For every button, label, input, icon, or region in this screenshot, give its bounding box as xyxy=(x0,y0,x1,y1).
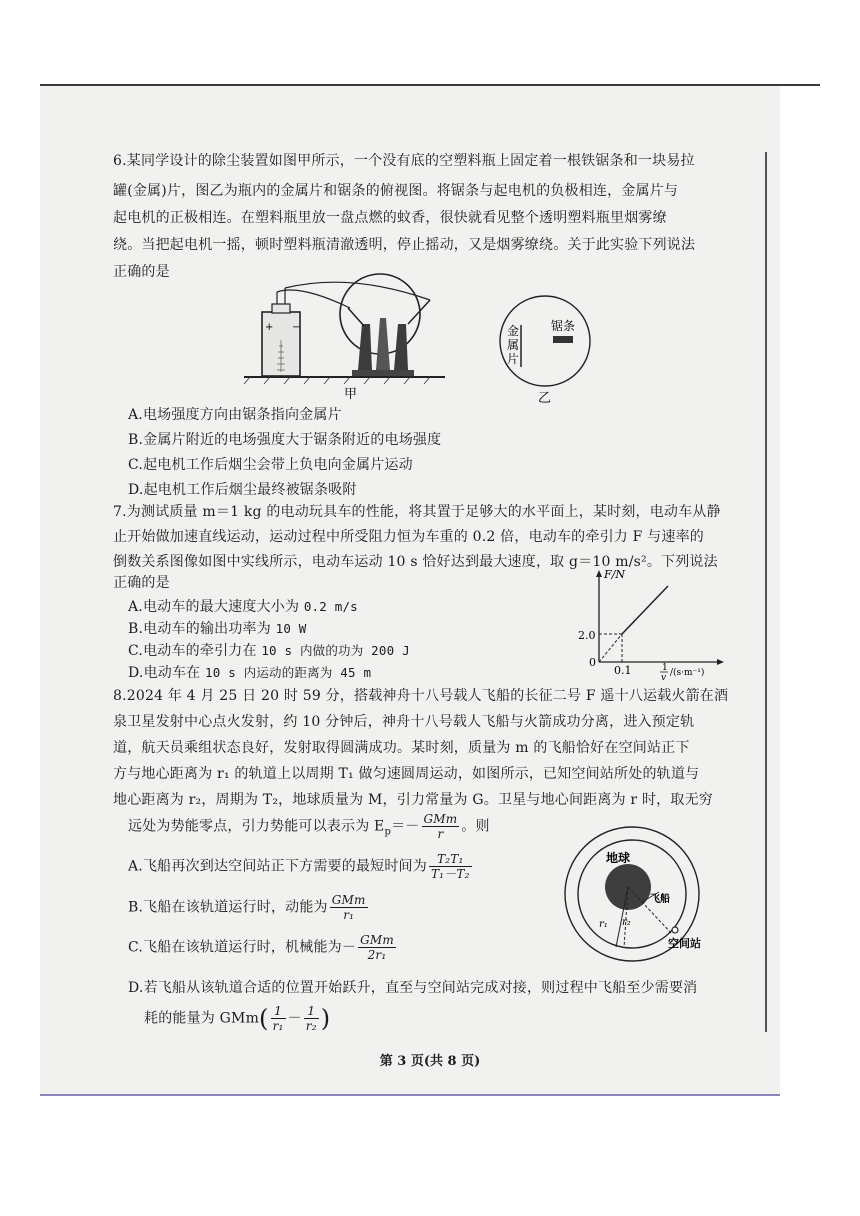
figure-jia xyxy=(240,272,450,402)
q8-option-d-line-2 xyxy=(144,1004,330,1033)
q8-option-c-fraction xyxy=(358,933,396,962)
q8-line-6-suffix: 。则 xyxy=(461,818,490,835)
ship-label: 飞船 xyxy=(650,894,670,905)
q8-option-c-denominator: 2r₁ xyxy=(367,948,387,962)
q7-option-c-value: 10 s 内做的功为 200 J xyxy=(261,643,410,658)
q8-option-a-denominator: T₁－T₂ xyxy=(430,867,470,881)
left-paren: ( xyxy=(259,1004,269,1033)
fraction-1-denominator: r₁ xyxy=(272,1019,284,1033)
q8-option-b-numerator: GMm xyxy=(331,893,366,907)
fraction-2-denominator: r₂ xyxy=(305,1019,317,1033)
metal-sheet-label-3: 片 xyxy=(507,352,520,366)
potential-fraction xyxy=(422,812,460,841)
station-label: 空间站 xyxy=(668,937,701,950)
q7-option-c xyxy=(128,641,410,661)
q7-option-a-value: 0.2 m/s xyxy=(303,599,358,614)
q8-line-6-eq: ＝－ xyxy=(391,818,420,835)
q8-option-b-fraction xyxy=(330,893,368,922)
q8-option-d-text: 耗的能量为 GMm xyxy=(144,1010,260,1027)
saw-blade-label: 锯条 xyxy=(551,319,576,333)
q6-line-2: 罐(金属)片，图乙为瓶内的金属片和锯条的俯视图。将锯条与起电机的负极相连，金属片与 xyxy=(113,183,679,199)
fraction-1-numerator: 1 xyxy=(271,1004,286,1019)
q8-option-c xyxy=(128,933,398,962)
q7-option-a-text: A.电动车的最大速度大小为 xyxy=(128,599,304,615)
q8-option-b-denominator: r₁ xyxy=(343,908,355,922)
q8-line-4: 方与地心距离为 r₁ 的轨道上以周期 T₁ 做匀速圆周运动，如图所示，已知空间站所处的轨道与 xyxy=(113,766,700,782)
earth-label: 地球 xyxy=(606,851,631,865)
orbit-figure xyxy=(560,812,730,982)
q8-line-6-text: 远处为势能零点，引力势能可以表示为 E xyxy=(128,818,385,835)
q6-line-4: 绕。当把起电机一摇，顿时塑料瓶清澈透明，停止摇动，又是烟雾缭绕。关于此实验下列说法 xyxy=(113,237,696,253)
q7-option-a xyxy=(128,597,358,617)
q7-line-4: 正确的是 xyxy=(113,575,170,591)
q6-option-d: D.起电机工作后烟尘最终被锯条吸附 xyxy=(128,482,357,498)
potential-subscript: p xyxy=(384,826,392,838)
figure-yi xyxy=(495,295,605,407)
r2-label: r₂ xyxy=(622,917,631,928)
figure-yi-caption: 乙 xyxy=(538,391,552,406)
right-paren: ) xyxy=(320,1004,331,1033)
q6-line-3: 起电机的正极相连。在塑料瓶里放一盘点燃的蚊香，很快就看见整个透明塑料瓶里烟雾缭 xyxy=(113,210,667,226)
q8-option-d-line-1: D.若飞船从该轨道合适的位置开始跃升，直至与空间站完成对接，则过程中飞船至少需要消 xyxy=(128,980,698,996)
q6-option-c: C.起电机工作后烟尘会带上负电向金属片运动 xyxy=(128,457,413,473)
q7-line-2: 止开始做加速直线运动，运动过程中所受阻力恒为车重的 0.2 倍，电动车的牵引力 F 与速率的 xyxy=(113,529,704,545)
q7-option-b-text: B.电动车的输出功率为 xyxy=(128,621,276,637)
q6-option-a: A.电场强度方向由锯条指向金属片 xyxy=(128,407,342,423)
q7-option-b xyxy=(128,619,307,639)
q8-option-b-text: B.飞船在该轨道运行时，动能为 xyxy=(128,899,328,916)
potential-numerator: GMm xyxy=(423,812,458,826)
q7-line-3: 倒数关系图像如图中实线所示，电动车运动 10 s 恰好达到最大速度，取 g＝10 m/s²。下列说法 xyxy=(113,554,718,570)
q6-line-1: 6.某同学设计的除尘装置如图甲所示，一个没有底的空塑料瓶上固定着一根铁锯条和一块易拉 xyxy=(113,153,695,169)
q8-line-3: 道，航天员乘组状态良好，发射取得圆满成功。某时刻，质量为 m 的飞船恰好在空间站正下 xyxy=(113,740,690,756)
q7-option-c-text: C.电动车的牵引力在 xyxy=(128,643,262,659)
space-station-marker xyxy=(672,927,678,933)
x-tick-label: 0.1 xyxy=(614,664,632,677)
page-number: 第 3 页(共 8 页) xyxy=(379,1054,481,1069)
q8-line-1: 8.2024 年 4 月 25 日 20 时 59 分，搭载神舟十八号载人飞船的长征二号 F 遥十八运载火箭在酒 xyxy=(113,688,729,704)
q8-option-d-fraction-1 xyxy=(271,1004,286,1033)
q8-line-2: 泉卫星发射中心点火发射，约 10 分钟后，神舟十八号载人飞船与火箭成功分离，进入预定轨 xyxy=(113,714,695,730)
q7-option-d-value: 10 s 内运动的距离为 45 m xyxy=(205,665,372,680)
q7-line-1: 7.为测试质量 m＝1 kg 的电动玩具车的性能，将其置于足够大的水平面上，某时刻，电动车从静 xyxy=(113,504,721,520)
q6-line-5: 正确的是 xyxy=(113,264,170,280)
q6-option-b: B.金属片附近的电场强度大于锯条附近的电场强度 xyxy=(128,432,442,448)
origin-label: 0 xyxy=(589,656,596,669)
q7-option-d xyxy=(128,663,371,683)
q8-option-a-fraction xyxy=(429,852,472,881)
q8-option-d-fraction-2 xyxy=(304,1004,319,1033)
metal-sheet-label-1: 金 xyxy=(507,324,520,338)
minus-sign: − xyxy=(292,322,301,333)
plus-sign: + xyxy=(265,322,274,333)
q7-option-b-value: 10 W xyxy=(275,621,307,636)
q8-option-a-numerator: T₂T₁ xyxy=(429,852,472,867)
force-graph xyxy=(572,566,732,686)
potential-denominator: r xyxy=(437,827,444,841)
margin-rule xyxy=(765,152,767,1032)
fraction-2-numerator: 1 xyxy=(304,1004,319,1019)
minus-sign: － xyxy=(287,1010,302,1027)
q8-line-6 xyxy=(128,812,490,846)
q8-option-c-text: C.飞船在该轨道运行时，机械能为－ xyxy=(128,939,357,956)
r1-label: r₁ xyxy=(599,919,608,930)
bottom-rule xyxy=(40,1094,780,1096)
q8-option-a xyxy=(128,852,474,881)
q8-option-b xyxy=(128,893,370,922)
q8-line-5: 地心距离为 r₂，周期为 T₂，地球质量为 M，引力常量为 G。卫星与地心间距离为 r 时，取无穷 xyxy=(113,792,713,808)
x-axis-label-den: v xyxy=(661,673,667,683)
figure-jia-caption: 甲 xyxy=(344,387,358,402)
q8-option-a-text: A.飞船再次到达空间站正下方需要的最短时间为 xyxy=(128,858,427,875)
x-axis-unit: /(s·m⁻¹) xyxy=(670,668,705,678)
metal-sheet-label-2: 属 xyxy=(507,338,520,352)
q7-option-d-text: D.电动车在 xyxy=(128,665,206,681)
x-axis-label-num: 1 xyxy=(662,663,668,673)
y-tick-label: 2.0 xyxy=(578,629,596,642)
y-axis-label: F/N xyxy=(604,568,625,581)
q8-option-c-numerator: GMm xyxy=(360,933,394,947)
